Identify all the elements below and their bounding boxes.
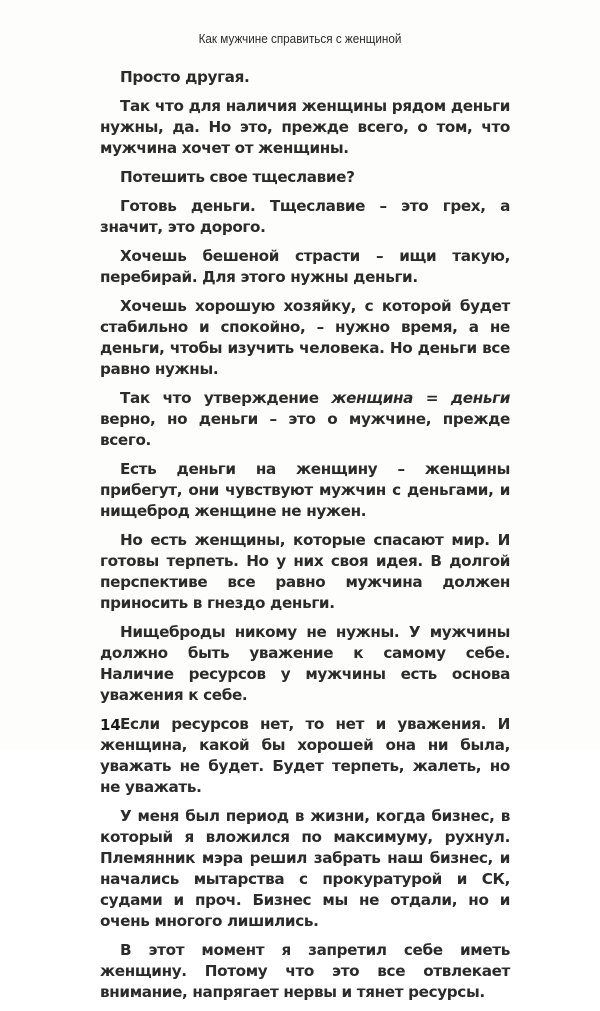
running-header: Как мужчине справиться с женщиной: [198, 31, 402, 46]
paragraph: Потешить свое тщеславие?: [120, 168, 355, 186]
paragraph-text-after: верно, но деньги – это о мужчине, прежде всего.: [100, 410, 510, 449]
paragraph: Если ресурсов нет, то нет и уважения. И женщина, какой бы хорошей она ни была, уважать не будет. Будет терпеть, жалеть, но не уважать.: [100, 715, 510, 796]
page-body: [100, 67, 510, 1011]
paragraph: Так что для наличия женщины рядом деньги нужны, да. Но это, прежде всего, о том, что мужчина хочет от женщины.: [100, 97, 510, 157]
page-number: 14: [100, 716, 121, 734]
paragraph: Готовь деньги. Тщеславие – это грех, а значит, это дорого.: [100, 197, 510, 236]
paragraph: Просто другая.: [120, 68, 250, 86]
paragraph: В этот момент я запретил себе иметь женщину. Потому что это все отвлекает внимание, напрягает нервы и тянет ресурсы.: [100, 941, 510, 1001]
paragraph: Есть деньги на женщину – женщины прибегут, они чувствуют мужчин с деньгами, и нищеброд женщине не нужен.: [100, 460, 510, 520]
emphasis-formula: женщина = деньги: [331, 389, 510, 407]
paragraph: Хочешь бешеной страсти – ищи такую, перебирай. Для этого нужны деньги.: [100, 247, 510, 286]
paragraph: Нищеброды никому не нужны. У мужчины должно быть уважение к самому себе. Наличие ресурсов у мужчины есть основа уважения к себе.: [100, 623, 510, 704]
paragraph: Хочешь хорошую хозяйку, с которой будет стабильно и спокойно, – нужно время, а не деньги, чтобы изучить человека. Но деньги все равно нужны.: [100, 297, 510, 378]
paragraph: У меня был период в жизни, когда бизнес, в который я вложился по максимуму, рухнул. Племянник мэра решил забрать наш бизнес, и начались мытарства с прокуратурой и СК, судами и проч. Бизнес мы не отдали, но и очень многого лишились.: [100, 807, 510, 930]
paragraph: Но есть женщины, которые спасают мир. И готовы терпеть. Но у них своя идея. В долгой перспективе все равно мужчина должен приносить в гнездо деньги.: [100, 531, 510, 612]
paragraph-text-before: Так что утверждение: [120, 389, 332, 407]
paragraph-with-emphasis: [100, 388, 510, 451]
